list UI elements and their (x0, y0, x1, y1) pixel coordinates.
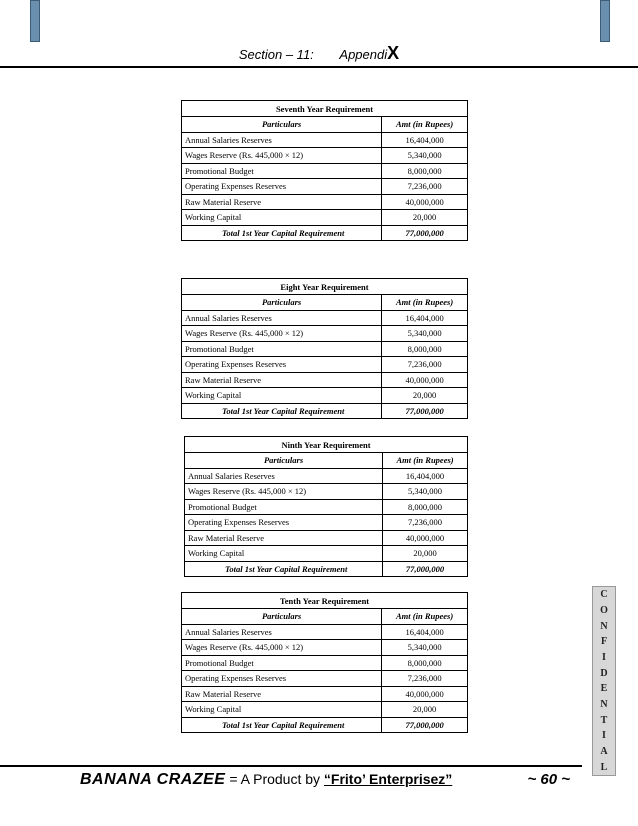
table-header-row (182, 609, 468, 625)
brand-name: BANANA CRAZEE (80, 771, 226, 788)
row-amount: 8,000,000 (383, 499, 468, 515)
row-label: Working Capital (182, 388, 382, 404)
col-particulars: Particulars (182, 295, 382, 311)
row-label: Annual Salaries Reserves (182, 624, 382, 640)
sidebar-letter: T (600, 714, 608, 726)
table-title: Seventh Year Requirement (182, 101, 468, 117)
col-particulars: Particulars (182, 117, 382, 133)
col-amount: Amt (in Rupees) (382, 295, 468, 311)
row-label: Annual Salaries Reserves (182, 132, 382, 148)
appendix-text: Appendi (339, 47, 388, 62)
footer-middle-text: = A Product by (225, 771, 324, 787)
row-label: Annual Salaries Reserves (182, 310, 382, 326)
row-label: Promotional Budget (182, 655, 382, 671)
table-row (185, 468, 468, 484)
table-header-row (182, 295, 468, 311)
row-amount: 7,236,000 (382, 357, 468, 373)
row-label: Wages Reserve (Rs. 445,000 × 12) (182, 148, 382, 164)
total-label: Total 1st Year Capital Requirement (185, 561, 383, 577)
row-amount: 40,000,000 (382, 686, 468, 702)
table-header-row (185, 453, 468, 469)
table-title-row (182, 279, 468, 295)
row-amount: 20,000 (382, 702, 468, 718)
row-amount: 20,000 (383, 546, 468, 562)
table-title: Eight Year Requirement (182, 279, 468, 295)
row-amount: 40,000,000 (382, 372, 468, 388)
requirement-table-eighth (181, 278, 468, 419)
table-row (182, 640, 468, 656)
footer-rule (0, 765, 582, 767)
row-amount: 40,000,000 (383, 530, 468, 546)
table-row (182, 686, 468, 702)
table-row (182, 148, 468, 164)
sidebar-letter: I (602, 730, 606, 742)
table-title: Tenth Year Requirement (182, 593, 468, 609)
requirement-table-tenth (181, 592, 468, 733)
table-total-row (182, 403, 468, 419)
row-label: Raw Material Reserve (182, 686, 382, 702)
table-row (182, 132, 468, 148)
row-amount: 16,404,000 (382, 624, 468, 640)
table-row (182, 357, 468, 373)
row-amount: 20,000 (382, 210, 468, 226)
col-particulars: Particulars (182, 609, 382, 625)
sidebar-letter: O (600, 604, 608, 616)
total-amount: 77,000,000 (382, 717, 468, 733)
row-amount: 5,340,000 (382, 148, 468, 164)
appendix-label (339, 43, 400, 63)
table-title-row (182, 593, 468, 609)
table-total-row (182, 717, 468, 733)
row-amount: 5,340,000 (382, 640, 468, 656)
row-amount: 16,404,000 (383, 468, 468, 484)
total-amount: 77,000,000 (383, 561, 468, 577)
table-row (185, 546, 468, 562)
sidebar-letter: A (600, 745, 608, 757)
row-amount: 16,404,000 (382, 310, 468, 326)
row-amount: 7,236,000 (382, 671, 468, 687)
corner-tab-right (600, 0, 610, 42)
table-row (185, 484, 468, 500)
total-label: Total 1st Year Capital Requirement (182, 717, 382, 733)
row-label: Operating Expenses Reserves (182, 671, 382, 687)
table-row (182, 194, 468, 210)
row-amount: 8,000,000 (382, 655, 468, 671)
row-label: Wages Reserve (Rs. 445,000 × 12) (182, 326, 382, 342)
table-row (182, 210, 468, 226)
row-label: Wages Reserve (Rs. 445,000 × 12) (182, 640, 382, 656)
table-title: Ninth Year Requirement (185, 437, 468, 453)
col-particulars: Particulars (185, 453, 383, 469)
total-amount: 77,000,000 (382, 225, 468, 241)
row-label: Working Capital (182, 210, 382, 226)
row-amount: 8,000,000 (382, 341, 468, 357)
row-label: Annual Salaries Reserves (185, 468, 383, 484)
table-row (182, 341, 468, 357)
row-amount: 7,236,000 (382, 179, 468, 195)
row-label: Operating Expenses Reserves (182, 179, 382, 195)
row-label: Promotional Budget (185, 499, 383, 515)
row-amount: 8,000,000 (382, 163, 468, 179)
table-row (182, 671, 468, 687)
row-label: Raw Material Reserve (185, 530, 383, 546)
row-label: Working Capital (185, 546, 383, 562)
col-amount: Amt (in Rupees) (382, 609, 468, 625)
row-amount: 40,000,000 (382, 194, 468, 210)
table-total-row (182, 225, 468, 241)
total-label: Total 1st Year Capital Requirement (182, 403, 382, 419)
row-label: Wages Reserve (Rs. 445,000 × 12) (185, 484, 383, 500)
sidebar-letter: N (600, 620, 608, 632)
table-total-row (185, 561, 468, 577)
table-row (182, 655, 468, 671)
table-row (185, 515, 468, 531)
table-title-row (182, 101, 468, 117)
section-label: Section – 11: (238, 47, 314, 62)
requirement-table-seventh (181, 100, 468, 241)
table-row (185, 530, 468, 546)
row-amount: 16,404,000 (382, 132, 468, 148)
row-label: Promotional Budget (182, 163, 382, 179)
row-label: Promotional Budget (182, 341, 382, 357)
requirement-table-ninth (184, 436, 468, 577)
row-amount: 7,236,000 (383, 515, 468, 531)
row-amount: 5,340,000 (383, 484, 468, 500)
row-amount: 20,000 (382, 388, 468, 404)
table-title-row (185, 437, 468, 453)
col-amount: Amt (in Rupees) (382, 117, 468, 133)
table-row (182, 372, 468, 388)
table-header-row (182, 117, 468, 133)
total-label: Total 1st Year Capital Requirement (182, 225, 382, 241)
corner-tab-left (30, 0, 40, 42)
row-label: Working Capital (182, 702, 382, 718)
confidential-sidebar (592, 586, 616, 776)
table-row (182, 179, 468, 195)
row-label: Raw Material Reserve (182, 372, 382, 388)
appendix-letter: X (387, 43, 400, 63)
sidebar-letter: C (600, 589, 608, 601)
sidebar-letter: L (600, 761, 608, 773)
table-row (182, 624, 468, 640)
page-header (0, 43, 638, 64)
sidebar-letter: D (600, 667, 608, 679)
table-row (182, 326, 468, 342)
page-number: ~ 60 ~ (527, 771, 570, 788)
table-row (185, 499, 468, 515)
row-label: Raw Material Reserve (182, 194, 382, 210)
table-row (182, 310, 468, 326)
row-label: Operating Expenses Reserves (185, 515, 383, 531)
table-row (182, 163, 468, 179)
row-label: Operating Expenses Reserves (182, 357, 382, 373)
table-row (182, 702, 468, 718)
page-footer (80, 771, 570, 793)
total-amount: 77,000,000 (382, 403, 468, 419)
sidebar-letter: N (600, 698, 608, 710)
firm-name: “Frito’ Enterprisez” (323, 771, 453, 787)
table-row (182, 388, 468, 404)
sidebar-letter: I (602, 651, 606, 663)
row-amount: 5,340,000 (382, 326, 468, 342)
sidebar-letter: E (600, 683, 608, 695)
sidebar-letter: F (600, 636, 608, 648)
header-rule (0, 66, 638, 68)
col-amount: Amt (in Rupees) (383, 453, 468, 469)
